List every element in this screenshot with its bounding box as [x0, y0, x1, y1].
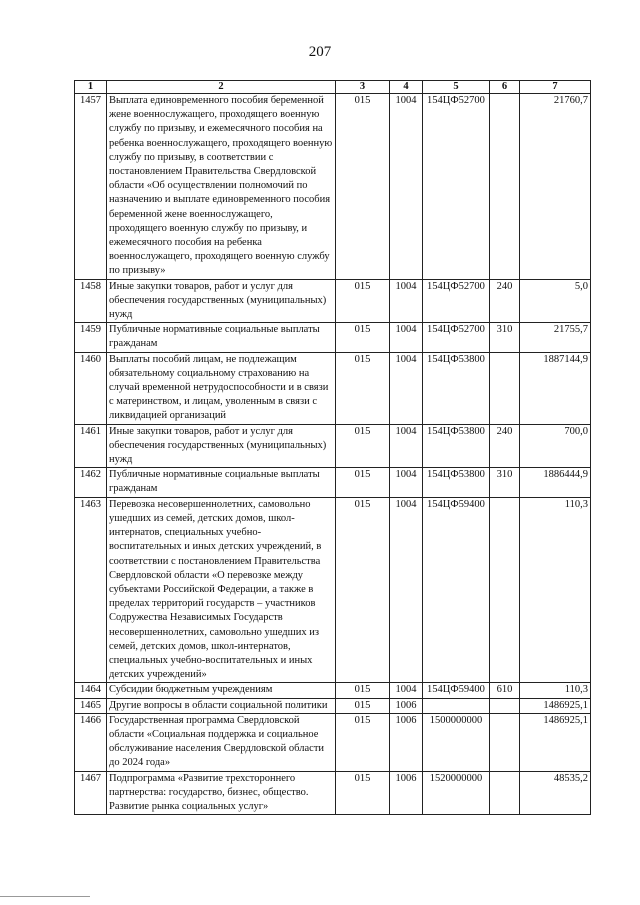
row-target: 154ЦФ53800 — [423, 352, 490, 424]
row-code: 015 — [336, 713, 390, 771]
row-section: 1004 — [390, 468, 423, 497]
row-section: 1004 — [390, 323, 423, 352]
table-row — [75, 468, 591, 497]
table-row — [75, 352, 591, 424]
column-header: 2 — [107, 81, 336, 94]
row-kind: 240 — [490, 424, 520, 468]
row-target: 154ЦФ52700 — [423, 94, 490, 280]
row-code: 015 — [336, 468, 390, 497]
row-kind — [490, 94, 520, 280]
row-amount: 21760,7 — [520, 94, 591, 280]
row-code: 015 — [336, 424, 390, 468]
row-kind — [490, 771, 520, 815]
row-number: 1457 — [75, 94, 107, 280]
row-code: 015 — [336, 698, 390, 713]
row-section: 1006 — [390, 698, 423, 713]
row-code: 015 — [336, 683, 390, 698]
row-target: 154ЦФ52700 — [423, 279, 490, 323]
header-row — [75, 81, 591, 94]
budget-table — [74, 80, 591, 815]
row-number: 1458 — [75, 279, 107, 323]
row-description: Иные закупки товаров, работ и услуг для обеспечения государственных (муниципальных) нужд — [107, 279, 336, 323]
row-kind: 310 — [490, 323, 520, 352]
column-header: 5 — [423, 81, 490, 94]
row-description: Другие вопросы в области социальной политики — [107, 698, 336, 713]
row-code: 015 — [336, 94, 390, 280]
row-description: Перевозка несовершеннолетних, самовольно ушедших из семей, детских домов, школ-интернатов, специальных учебно-воспитательных и иных детских учреждений, в соответствии с постановлением Правительства Свердловской области «О перевозке между субъектами Российской Федерации, а также в пределах территорий государств – участников Содружества Независимых Государств несовершеннолетних, самовольно ушедших из семей, детских домов, школ-интернатов, специальных учебно-воспитательных и иных детских учреждений» — [107, 497, 336, 683]
row-description: Публичные нормативные социальные выплаты гражданам — [107, 468, 336, 497]
row-target: 154ЦФ59400 — [423, 497, 490, 683]
column-header: 7 — [520, 81, 591, 94]
row-description: Публичные нормативные социальные выплаты гражданам — [107, 323, 336, 352]
row-description: Субсидии бюджетным учреждениям — [107, 683, 336, 698]
row-amount: 5,0 — [520, 279, 591, 323]
row-description: Выплаты пособий лицам, не подлежащим обязательному социальному страхованию на случай временной нетрудоспособности и в связи с материнством, и лицам, уволенным в связи с ликвидацией организаций — [107, 352, 336, 424]
row-code: 015 — [336, 323, 390, 352]
row-description: Подпрограмма «Развитие трехстороннего партнерства: государство, бизнес, общество. Развитие рынка социальных услуг» — [107, 771, 336, 815]
row-number: 1461 — [75, 424, 107, 468]
row-description: Иные закупки товаров, работ и услуг для обеспечения государственных (муниципальных) нужд — [107, 424, 336, 468]
row-number: 1465 — [75, 698, 107, 713]
row-amount: 21755,7 — [520, 323, 591, 352]
row-target: 154ЦФ52700 — [423, 323, 490, 352]
column-header: 6 — [490, 81, 520, 94]
row-target: 154ЦФ59400 — [423, 683, 490, 698]
row-section: 1004 — [390, 424, 423, 468]
table-row — [75, 323, 591, 352]
column-header: 1 — [75, 81, 107, 94]
row-number: 1460 — [75, 352, 107, 424]
row-section: 1004 — [390, 94, 423, 280]
row-amount: 110,3 — [520, 683, 591, 698]
row-code: 015 — [336, 279, 390, 323]
row-description: Государственная программа Свердловской области «Социальная поддержка и социальное обслуживание населения Свердловской области до 2024 года» — [107, 713, 336, 771]
column-header: 3 — [336, 81, 390, 94]
table-row — [75, 698, 591, 713]
row-kind — [490, 713, 520, 771]
row-amount: 1486925,1 — [520, 698, 591, 713]
row-target: 1500000000 — [423, 713, 490, 771]
row-description: Выплата единовременного пособия беременной жене военнослужащего, проходящего военную службу по призыву, и ежемесячного пособия на ребенка военнослужащего, проходящего военную службу по призыву, в соответствии с постановлением Правительства Свердловской области «Об осуществлении полномочий по назначению и выплате единовременного пособия беременной жене военнослужащего, проходящего военную службу по призыву, и ежемесячного пособия на ребенка военнослужащего, проходящего военную службу по призыву» — [107, 94, 336, 280]
row-target: 154ЦФ53800 — [423, 424, 490, 468]
table-row — [75, 279, 591, 323]
row-number: 1464 — [75, 683, 107, 698]
table-row — [75, 683, 591, 698]
row-target: 154ЦФ53800 — [423, 468, 490, 497]
row-kind: 240 — [490, 279, 520, 323]
row-target: 1520000000 — [423, 771, 490, 815]
row-amount: 110,3 — [520, 497, 591, 683]
row-amount: 700,0 — [520, 424, 591, 468]
row-amount: 1886444,9 — [520, 468, 591, 497]
row-number: 1467 — [75, 771, 107, 815]
row-section: 1004 — [390, 683, 423, 698]
table-row — [75, 713, 591, 771]
row-amount: 1887144,9 — [520, 352, 591, 424]
row-section: 1004 — [390, 497, 423, 683]
table-row — [75, 497, 591, 683]
row-section: 1004 — [390, 352, 423, 424]
row-code: 015 — [336, 497, 390, 683]
row-section: 1006 — [390, 771, 423, 815]
row-number: 1462 — [75, 468, 107, 497]
row-code: 015 — [336, 352, 390, 424]
row-code: 015 — [336, 771, 390, 815]
page-number: 207 — [308, 44, 332, 60]
row-amount: 1486925,1 — [520, 713, 591, 771]
row-kind: 310 — [490, 468, 520, 497]
row-kind — [490, 352, 520, 424]
row-kind: 610 — [490, 683, 520, 698]
row-kind — [490, 497, 520, 683]
table-row — [75, 94, 591, 280]
row-amount: 48535,2 — [520, 771, 591, 815]
table-row — [75, 424, 591, 468]
footer-divider — [0, 896, 90, 900]
row-number: 1463 — [75, 497, 107, 683]
row-number: 1459 — [75, 323, 107, 352]
column-header: 4 — [390, 81, 423, 94]
row-number: 1466 — [75, 713, 107, 771]
row-section: 1004 — [390, 279, 423, 323]
row-kind — [490, 698, 520, 713]
table-row — [75, 771, 591, 815]
row-section: 1006 — [390, 713, 423, 771]
row-target — [423, 698, 490, 713]
